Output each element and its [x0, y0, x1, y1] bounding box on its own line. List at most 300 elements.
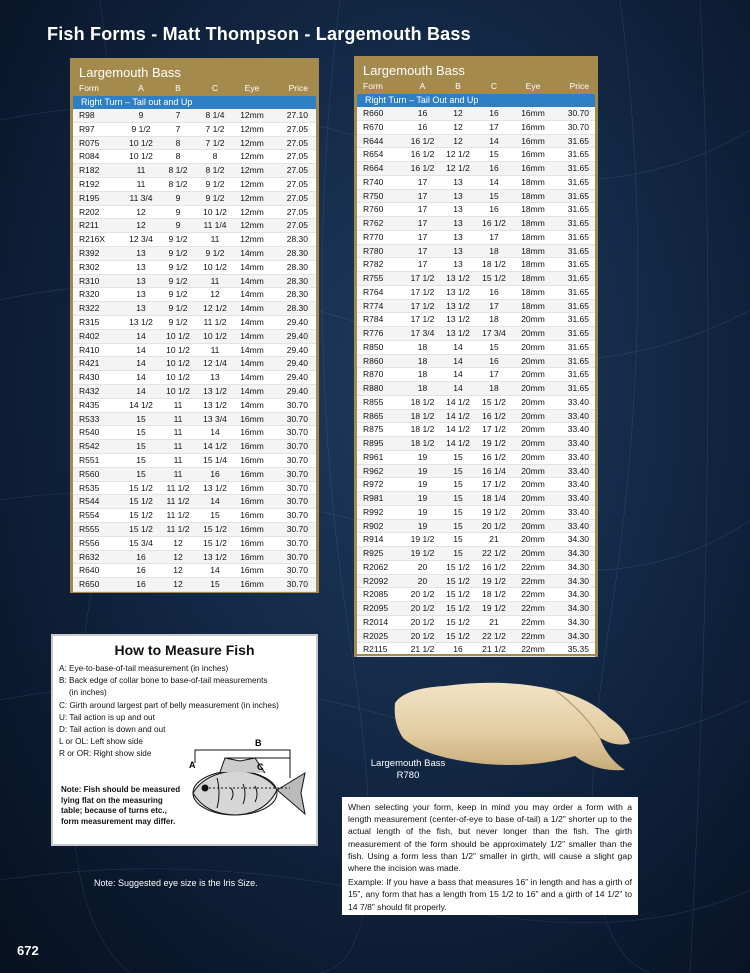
table-cell: R084 [79, 151, 100, 162]
table-row [73, 302, 316, 316]
table-cell: 30.70 [286, 454, 308, 465]
table-cell: 18 [489, 245, 499, 256]
table-cell: 34.30 [567, 603, 589, 613]
table-cell: 14 1/2 [203, 441, 227, 452]
table-cell: 16mm [240, 454, 264, 465]
table-cell: 31.65 [567, 218, 589, 228]
table-cell: 14mm [240, 261, 264, 272]
table-cell: 18mm [521, 218, 545, 228]
table-cell: 31.65 [567, 190, 589, 201]
table-row [357, 245, 595, 259]
measure-item-a: A: Eye-to-base-of-tail measurement (in inches) [59, 664, 229, 673]
table-cell: 20 [417, 561, 428, 572]
table-cell: 12 [173, 537, 183, 548]
table-cell: 16 [489, 286, 499, 297]
table-cell: R315 [79, 316, 100, 327]
table-cell: R961 [363, 451, 384, 462]
table-cell: R544 [79, 496, 100, 507]
table-cell: R865 [363, 410, 384, 421]
table-cell: 33.40 [567, 438, 589, 448]
table-cell: 9 [175, 220, 181, 231]
table-row [357, 300, 595, 314]
table-row [357, 478, 595, 492]
table-cell: 17 [417, 259, 428, 270]
table-cell: 17 [417, 176, 428, 187]
table-cell: 15 1/2 [129, 523, 153, 534]
table-cell: 12 [173, 565, 183, 576]
table-cell: 14 1/2 [446, 396, 470, 407]
table-cell: 31.65 [567, 259, 589, 270]
table-row [357, 107, 595, 121]
table-cell: 17 [489, 231, 499, 242]
table-cell: 14mm [240, 358, 264, 369]
table-cell: 33.40 [567, 465, 589, 476]
table-cell: 15 1/2 [446, 561, 470, 572]
table-cell: 14 [489, 176, 499, 187]
table-cell: 33.40 [567, 479, 589, 490]
table-cell: 9 [175, 192, 181, 203]
table-cell: 33.40 [567, 506, 589, 517]
table-cell: R2025 [363, 630, 389, 641]
table-cell: 12 [136, 220, 146, 231]
table-cell: 18 1/2 [410, 424, 435, 435]
table-cell: 16mm [240, 579, 264, 590]
table-cell: 15 [489, 190, 499, 201]
table-cell: 31.65 [567, 231, 589, 242]
table-cell: R402 [79, 330, 100, 341]
table-cell: 16mm [521, 108, 545, 118]
table-cell: 30.70 [286, 551, 308, 562]
table-cell: 9 1/2 [168, 234, 188, 245]
left-price-table [70, 58, 319, 593]
table-cell: 19 1/2 [410, 534, 435, 545]
table-cell: 22mm [521, 589, 545, 600]
table-row [73, 275, 316, 289]
caption-line-2: R780 [396, 770, 420, 781]
table-cell: 16 1/2 [482, 410, 506, 421]
table-cell: 12 [173, 551, 183, 562]
table-cell: 18 1/2 [410, 396, 435, 407]
table-cell: 35.35 [567, 644, 589, 655]
table-cell: 16 [210, 468, 220, 479]
table-cell: 20 1/2 [482, 520, 506, 531]
table-cell: 16mm [521, 135, 545, 146]
table-cell: 7 [175, 110, 181, 120]
diagram-label-a: A [189, 760, 196, 770]
table-cell: 15 1/2 [446, 589, 470, 600]
table-cell: 34.30 [567, 548, 589, 558]
table-cell: 28.30 [286, 289, 308, 300]
table-cell: 21 1/2 [482, 644, 506, 655]
table-cell: 14mm [240, 289, 264, 300]
table-row [357, 231, 595, 245]
table-cell: 18mm [521, 204, 545, 215]
table-cell: R870 [363, 369, 384, 380]
table-cell: 22 1/2 [482, 548, 506, 558]
diagram-label-b: B [255, 738, 262, 748]
table-cell: 31.65 [567, 204, 589, 215]
table-cell: 31.65 [567, 176, 589, 187]
table-cell: R410 [79, 344, 100, 355]
table-cell: R981 [363, 493, 384, 503]
table-cell: R560 [79, 468, 100, 479]
table-cell: 15 1/2 [129, 510, 153, 521]
table-cell: 16 1/2 [410, 149, 435, 160]
table-cell: R780 [363, 245, 384, 256]
page-number: 672 [17, 943, 39, 958]
table-row [73, 357, 316, 371]
table-cell: 17 3/4 [482, 328, 506, 338]
table-cell: R2062 [363, 561, 389, 572]
table-cell: 7 1/2 [205, 123, 225, 134]
table-cell: 18mm [521, 300, 545, 311]
table-cell: R421 [79, 358, 100, 369]
table-cell: 12mm [240, 220, 264, 231]
table-cell: R850 [363, 341, 384, 352]
table-cell: R764 [363, 286, 384, 297]
table-cell: 30.70 [286, 496, 308, 507]
table-cell: 13 1/2 [446, 328, 470, 338]
table-row [357, 327, 595, 341]
table-cell: 15 [136, 427, 146, 438]
table-cell: 20mm [521, 369, 545, 380]
table-cell: 20mm [521, 314, 545, 325]
table-cell: 30.70 [286, 523, 308, 534]
table-cell: R972 [363, 479, 384, 490]
table-cell: 20mm [521, 424, 545, 435]
table-cell: 19 [417, 479, 428, 490]
table-row [357, 121, 595, 135]
table-cell: 10 1/2 [203, 206, 227, 217]
table-cell: 27.05 [286, 137, 308, 148]
table-row [73, 247, 316, 261]
table-cell: 28.30 [286, 234, 308, 245]
table-cell: 29.40 [286, 358, 308, 369]
col-b: B [175, 83, 181, 93]
table-cell: 13 [453, 218, 463, 228]
table-cell: 13 [453, 259, 463, 270]
table-cell: R98 [79, 110, 95, 120]
table-cell: 15 1/2 [482, 273, 506, 283]
col-b: B [455, 81, 461, 91]
measure-item-r: R or OR: Right show side [59, 749, 152, 759]
table-cell: 11 1/2 [166, 482, 190, 493]
table-cell: 28.30 [286, 303, 308, 314]
table-cell: 17 1/2 [410, 273, 435, 283]
table-cell: 16mm [240, 565, 264, 576]
table-cell: 17 [417, 231, 428, 242]
table-cell: 33.40 [567, 520, 589, 531]
table-cell: 14mm [240, 372, 264, 383]
table-cell: 30.70 [567, 108, 589, 118]
measure-item-l: L or OL: Left show side [59, 737, 143, 747]
table-cell: 18 [417, 383, 428, 393]
table-cell: 20mm [521, 534, 545, 545]
table-cell: R182 [79, 165, 100, 176]
table-cell: 18 1/2 [410, 438, 435, 448]
table-cell: 20mm [521, 493, 545, 503]
table-cell: 20mm [521, 520, 545, 531]
table-cell: 10 1/2 [129, 137, 153, 148]
table-cell: 14 [136, 358, 146, 369]
table-row [357, 520, 595, 534]
table-cell: 29.40 [286, 344, 308, 355]
table-cell: R650 [79, 579, 100, 590]
table-row [357, 451, 595, 465]
table-row [357, 355, 595, 369]
table-cell: 11 [173, 468, 183, 479]
table-cell: 20 1/2 [410, 630, 435, 641]
table-cell: 27.05 [286, 178, 308, 189]
table-cell: 34.30 [567, 616, 589, 627]
table-cell: 8 1/2 [168, 178, 188, 189]
left-table-name: Largemouth Bass [79, 65, 181, 80]
table-cell: 16 1/2 [482, 218, 506, 228]
table-cell: R192 [79, 178, 100, 189]
table-cell: 33.40 [567, 424, 589, 435]
table-cell: 17 3/4 [410, 328, 435, 338]
table-cell: 13 [453, 231, 463, 242]
table-cell: 12 [453, 121, 463, 132]
table-row [357, 616, 595, 630]
table-cell: 8 1/2 [205, 165, 225, 176]
table-cell: 29.40 [286, 372, 308, 383]
table-row [357, 506, 595, 520]
table-cell: 15 1/2 [129, 482, 153, 493]
table-cell: 34.30 [567, 534, 589, 545]
table-cell: 17 1/2 [410, 314, 435, 325]
table-row [357, 561, 595, 575]
table-cell: 31.65 [567, 245, 589, 256]
table-cell: 14 1/2 [129, 399, 153, 410]
table-cell: 9 1/2 [168, 316, 188, 327]
table-cell: 18mm [521, 259, 545, 270]
table-cell: 11 [173, 413, 183, 424]
table-cell: R644 [363, 135, 384, 146]
table-cell: 18mm [521, 286, 545, 297]
table-cell: 15 [136, 468, 146, 479]
table-row [73, 454, 316, 468]
table-cell: 13 [453, 204, 463, 215]
table-cell: 13 [453, 176, 463, 187]
table-cell: 31.65 [567, 286, 589, 297]
table-cell: 15 3/4 [129, 537, 153, 548]
right-price-table [354, 56, 598, 657]
table-cell: 14mm [240, 399, 264, 410]
table-row [357, 643, 595, 657]
table-cell: 13 1/2 [203, 551, 227, 562]
table-cell: 30.70 [286, 579, 308, 590]
table-cell: 16mm [240, 523, 264, 534]
table-cell: 27.05 [286, 206, 308, 217]
table-row [357, 313, 595, 327]
col-eye: Eye [525, 81, 541, 91]
table-cell: 12 1/2 [446, 149, 470, 160]
table-cell: 15 1/2 [482, 396, 506, 407]
table-cell: R670 [363, 121, 384, 132]
table-cell: R551 [79, 454, 100, 465]
table-cell: 10 1/2 [166, 385, 190, 396]
table-cell: 15 [136, 441, 146, 452]
table-row [73, 564, 316, 578]
table-cell: 14 1/2 [446, 410, 470, 421]
table-cell: 16 1/2 [482, 561, 506, 572]
table-cell: 14 [210, 427, 220, 438]
table-cell: 31.65 [567, 369, 589, 380]
table-cell: R2085 [363, 589, 389, 600]
left-section-header: Right Turn – Tail out and Up [73, 96, 316, 109]
table-cell: R784 [363, 314, 384, 325]
table-cell: 21 1/2 [410, 644, 435, 655]
table-cell: 14 [453, 341, 463, 352]
table-cell: R750 [363, 190, 384, 201]
table-row [73, 137, 316, 151]
table-cell: 18 [417, 369, 428, 380]
table-cell: 15 1/4 [203, 454, 227, 465]
table-row [357, 588, 595, 602]
table-row [357, 410, 595, 424]
table-cell: 8 1/4 [205, 110, 225, 120]
table-cell: 18mm [521, 176, 545, 187]
table-cell: R97 [79, 123, 95, 134]
table-cell: 10 1/2 [129, 151, 153, 162]
table-cell: 15 [453, 506, 463, 517]
table-cell: 31.65 [567, 135, 589, 146]
table-cell: 14mm [240, 385, 264, 396]
table-row [357, 217, 595, 231]
table-cell: 19 1/2 [482, 438, 506, 448]
table-cell: 15 [136, 454, 146, 465]
table-cell: 30.70 [286, 441, 308, 452]
table-row [73, 109, 316, 123]
table-cell: 17 [417, 204, 428, 215]
table-cell: 17 1/2 [410, 300, 435, 311]
table-cell: 16mm [521, 149, 545, 160]
table-cell: R542 [79, 441, 100, 452]
table-row [73, 385, 316, 399]
table-cell: 31.65 [567, 383, 589, 393]
table-cell: 14mm [240, 303, 264, 314]
table-cell: 14 [136, 372, 146, 383]
table-cell: 11 1/4 [203, 220, 227, 231]
table-cell: 17 [489, 300, 499, 311]
table-cell: 13 [136, 275, 146, 286]
table-cell: R770 [363, 231, 384, 242]
left-table-columns [73, 82, 316, 96]
col-form: Form [363, 81, 383, 91]
left-table-rows [73, 109, 316, 592]
table-cell: R310 [79, 275, 100, 286]
table-cell: 13 [210, 372, 220, 383]
table-cell: 27.05 [286, 192, 308, 203]
table-cell: 22mm [521, 644, 545, 655]
table-row [73, 426, 316, 440]
table-cell: 13 1/2 [446, 273, 470, 283]
table-cell: 17 1/2 [410, 286, 435, 297]
table-cell: 15 [453, 451, 463, 462]
table-cell: R992 [363, 506, 384, 517]
table-cell: 16 [489, 163, 499, 173]
table-row [73, 206, 316, 220]
table-cell: 30.70 [567, 121, 589, 132]
table-row [73, 288, 316, 302]
table-cell: 16mm [521, 163, 545, 173]
table-cell: 15 [210, 510, 220, 521]
table-cell: 12 [453, 135, 463, 146]
table-row [73, 150, 316, 164]
table-cell: 27.05 [286, 165, 308, 176]
table-cell: 14 [453, 355, 463, 366]
table-cell: 22mm [521, 616, 545, 627]
right-table-header [357, 59, 595, 94]
table-cell: 16mm [240, 551, 264, 562]
measure-item-c: C: Girth around largest part of belly measurement (in inches) [59, 700, 279, 710]
table-row [73, 316, 316, 330]
table-cell: 33.40 [567, 451, 589, 462]
table-cell: 28.30 [286, 261, 308, 272]
table-cell: 18 [489, 383, 499, 393]
table-cell: 21 [489, 616, 499, 627]
table-cell: 30.70 [286, 413, 308, 424]
info-paragraph-1: When selecting your form, keep in mind you may order a form with a length measurement (center-of-eye to base of-tail) a 1/2” shorter up to the actual length of the fish, but never longer than the fish. The girth measurement of the form should be approximately 1/2” smaller than the fish. Using a form less than 1/2” smaller in girth, will cause a slight gap where the incision was made. [348, 802, 632, 874]
table-row [73, 330, 316, 344]
table-cell: 12mm [240, 192, 264, 203]
table-row [73, 509, 316, 523]
table-cell: R762 [363, 218, 384, 228]
col-c: C [490, 81, 498, 91]
table-cell: 9 1/2 [205, 178, 225, 189]
table-cell: 12 1/2 [446, 163, 470, 173]
table-cell: 16 [453, 644, 463, 655]
table-cell: R755 [363, 273, 384, 283]
table-cell: 14 [136, 385, 146, 396]
table-cell: 12mm [240, 234, 264, 245]
table-cell: R640 [79, 565, 100, 576]
table-cell: R075 [79, 137, 100, 148]
table-cell: 15 [453, 465, 463, 476]
table-cell: 20mm [521, 328, 545, 338]
measure-title: How to Measure Fish [114, 642, 255, 658]
table-cell: R895 [363, 438, 384, 448]
table-cell: 16 1/2 [410, 135, 435, 146]
table-cell: R432 [79, 385, 100, 396]
table-cell: 15 1/2 [446, 616, 470, 627]
table-row [357, 176, 595, 190]
table-row [357, 423, 595, 437]
table-cell: 13 1/2 [446, 300, 470, 311]
table-cell: 30.70 [286, 427, 308, 438]
table-row [357, 492, 595, 506]
table-cell: 12mm [240, 206, 264, 217]
measure-note: Note: Fish should be measured lying flat on the measuring table; because of turns etc., form measurement may differ. [61, 785, 181, 826]
table-row [357, 135, 595, 149]
table-row [357, 382, 595, 396]
table-cell: R320 [79, 289, 100, 300]
table-cell: R875 [363, 424, 384, 435]
table-row [73, 344, 316, 358]
table-cell: R782 [363, 259, 384, 270]
table-cell: 13 [136, 289, 146, 300]
table-cell: 17 [417, 190, 428, 201]
table-cell: 9 1/2 [168, 247, 188, 258]
table-cell: 9 1/2 [205, 247, 225, 258]
table-cell: 8 [175, 137, 181, 148]
table-cell: 29.40 [286, 330, 308, 341]
table-cell: 34.30 [567, 561, 589, 572]
table-cell: 17 1/2 [482, 479, 506, 490]
caption-line-1: Largemouth Bass [370, 758, 446, 769]
table-cell: 17 1/2 [482, 424, 506, 435]
